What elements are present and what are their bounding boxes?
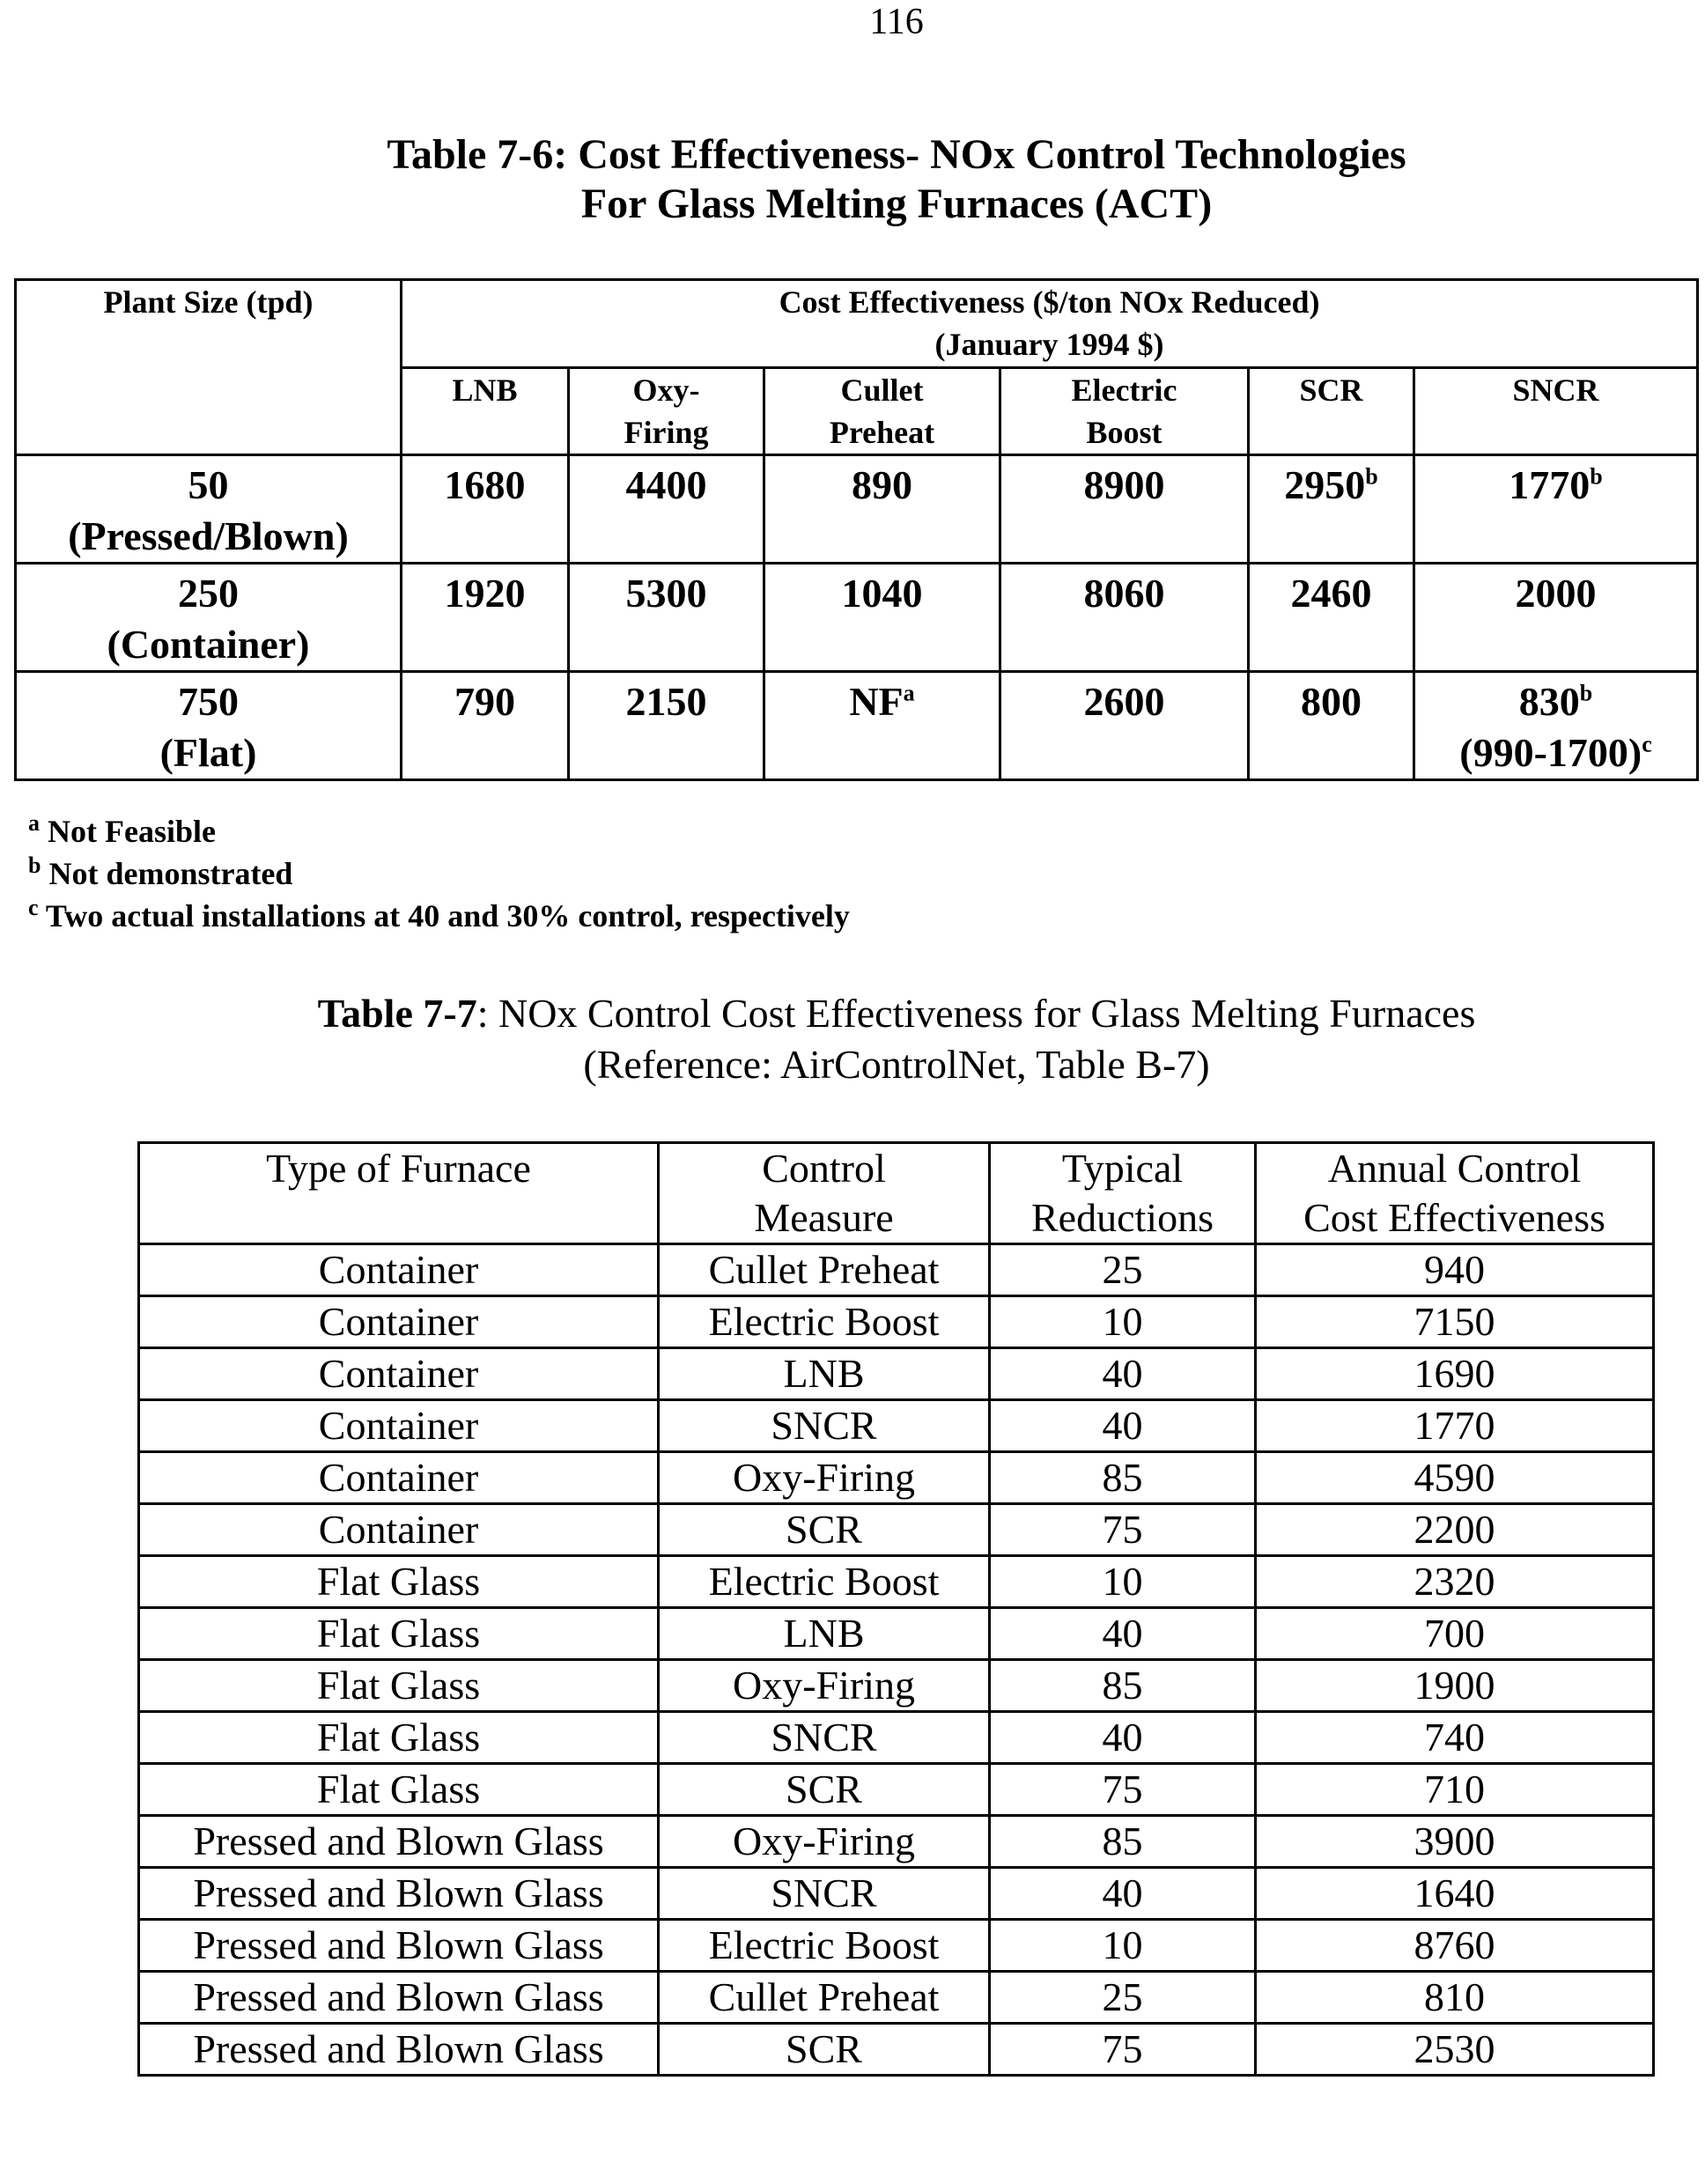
table-row [139,1920,1654,1972]
cost-effectiveness-cell: 700 [1256,1608,1654,1660]
cost-effectiveness-cell: 4590 [1256,1452,1654,1504]
header-technology [764,368,1000,455]
typical-reduction-cell: 85 [990,1660,1256,1712]
furnace-type-cell: Flat Glass [139,1660,659,1712]
table-row [139,1452,1654,1504]
cost-value: 2600 [1083,679,1165,724]
header-technology-line1: LNB [452,373,518,408]
column-header [659,1143,990,1244]
control-measure-cell: SCR [659,1764,990,1816]
typical-reduction-cell: 40 [990,1608,1256,1660]
cost-value-line [765,676,999,727]
cost-value-line [1415,676,1696,727]
header-technology-line1: SCR [1299,373,1363,408]
table-7-7-title-label: Table 7-7 [317,991,477,1036]
table-row [139,2024,1654,2076]
cost-cell [1000,455,1249,564]
cost-effectiveness-cell: 740 [1256,1712,1654,1764]
cost-value: 830 [1518,679,1580,724]
control-measure-cell: SCR [659,1504,990,1556]
table-row [139,1660,1654,1712]
cost-value-line [1415,568,1696,619]
header-technology [1414,368,1698,455]
cost-value: 1920 [444,571,526,616]
typical-reduction-cell: 40 [990,1868,1256,1920]
table-7-6-title-line2: For Glass Melting Furnaces (ACT) [580,181,1213,227]
cost-value: 800 [1301,679,1362,724]
furnace-type-cell: Container [139,1296,659,1348]
table-row [139,1296,1654,1348]
header-technology-line1: SNCR [1512,373,1599,408]
footnote-mark: c [1642,731,1652,757]
cost-effectiveness-cell: 1640 [1256,1868,1654,1920]
table-row [139,1972,1654,2024]
footnotes [28,810,850,937]
cost-effectiveness-cell: 1900 [1256,1660,1654,1712]
typical-reduction-cell: 85 [990,1816,1256,1868]
cost-value: 5300 [625,571,707,616]
plant-type-label: (Pressed/Blown) [68,513,349,558]
table-7-7-title-text: : NOx Control Cost Effectiveness for Glass Melting Furnaces [476,991,1476,1036]
cost-cell [764,564,1000,672]
furnace-type-cell: Flat Glass [139,1608,659,1660]
cost-value: 890 [852,462,912,507]
cost-value: NF [849,679,904,724]
footnote [28,852,850,895]
cost-value-line [570,460,763,511]
cost-value: 8900 [1083,462,1165,507]
cost-value-line [1001,568,1247,619]
header-technology-line2: Preheat [829,415,935,450]
header-technology [1249,368,1414,455]
cost-value-line [402,676,567,727]
footnote-mark: c [28,895,39,920]
cost-value-line [1001,676,1247,727]
control-measure-cell: Oxy-Firing [659,1816,990,1868]
typical-reduction-cell: 25 [990,1244,1256,1296]
cost-cell [402,455,569,564]
footnote-mark: b [1365,463,1378,490]
table-row [139,1244,1654,1296]
cost-cell [1000,672,1249,780]
furnace-type-cell: Container [139,1452,659,1504]
typical-reduction-cell: 40 [990,1712,1256,1764]
cost-effectiveness-cell: 710 [1256,1764,1654,1816]
furnace-type-cell: Pressed and Blown Glass [139,1920,659,1972]
cost-cell [764,672,1000,780]
cost-cell [1000,564,1249,672]
cost-value: 2460 [1290,571,1372,616]
control-measure-cell: Electric Boost [659,1296,990,1348]
table-7-7-title [0,988,1705,1090]
header-technology-line1: Cullet [840,373,924,408]
footnote-mark: b [1579,680,1593,706]
furnace-type-cell: Container [139,1348,659,1400]
plant-type-label: (Container) [107,622,310,667]
header-cost-line1: Cost Effectiveness ($/ton NOx Reduced) [779,284,1320,320]
furnace-type-cell: Container [139,1244,659,1296]
typical-reduction-cell: 10 [990,1920,1256,1972]
control-measure-cell: Electric Boost [659,1920,990,1972]
control-measure-cell: SCR [659,2024,990,2076]
cost-value-line [570,568,763,619]
page-number: 116 [869,2,924,42]
cost-cell [569,672,764,780]
cost-value-line [570,676,763,727]
table-row [139,1348,1654,1400]
header-technology [569,368,764,455]
cost-effectiveness-cell: 2200 [1256,1504,1654,1556]
footnote-mark: b [28,852,41,878]
header-technology-line2: Firing [624,415,709,450]
cost-cell [1414,672,1698,780]
control-measure-cell: Cullet Preheat [659,1972,990,2024]
furnace-type-cell: Pressed and Blown Glass [139,1816,659,1868]
control-measure-cell: Electric Boost [659,1556,990,1608]
cost-cell [402,564,569,672]
table-row [139,1764,1654,1816]
column-header-line1: Control [762,1146,886,1191]
table-7-7-title-line2: (Reference: AirControlNet, Table B-7) [583,1042,1210,1087]
column-header-line1: Annual Control [1327,1146,1582,1191]
header-technology-line2: Boost [1086,415,1162,450]
header-plant-size: Plant Size (tpd) [16,280,402,455]
cost-cell [569,564,764,672]
footnote [28,810,850,852]
cost-value-line [402,460,567,511]
cost-cell [1249,672,1414,780]
typical-reduction-cell: 10 [990,1556,1256,1608]
table-row [139,1608,1654,1660]
table-7-7-title-line1 [0,988,1705,1039]
header-technology-line1: Electric [1071,373,1177,408]
cost-effectiveness-cell: 7150 [1256,1296,1654,1348]
control-measure-cell: Cullet Preheat [659,1244,990,1296]
plant-size-value: 250 [178,571,239,616]
table-row [139,1556,1654,1608]
table-row [16,455,1698,564]
cost-value-line [1001,460,1247,511]
cost-value: 2000 [1515,571,1597,616]
cost-value: 2150 [625,679,707,724]
cost-value: 1040 [841,571,923,616]
typical-reduction-cell: 75 [990,1504,1256,1556]
header-cost-line2: (January 1994 $) [934,327,1164,362]
typical-reduction-cell: 40 [990,1348,1256,1400]
footnote-mark: b [1590,463,1603,490]
column-header [139,1143,659,1244]
cost-cell [1249,455,1414,564]
table-row [139,1712,1654,1764]
control-measure-cell: SNCR [659,1400,990,1452]
column-header-line2: Cost Effectiveness [1303,1195,1605,1240]
furnace-type-cell: Pressed and Blown Glass [139,2024,659,2076]
typical-reduction-cell: 75 [990,1764,1256,1816]
cost-effectiveness-cell: 2320 [1256,1556,1654,1608]
typical-reduction-cell: 10 [990,1296,1256,1348]
control-measure-cell: SNCR [659,1868,990,1920]
cost-value-line [765,460,999,511]
cost-value: 4400 [625,462,707,507]
control-measure-cell: Oxy-Firing [659,1660,990,1712]
cost-value-line [1250,460,1413,511]
typical-reduction-cell: 85 [990,1452,1256,1504]
table-row [139,1868,1654,1920]
table-7-7 [137,1141,1655,2077]
plant-size-cell [16,455,402,564]
furnace-type-cell: Flat Glass [139,1556,659,1608]
cost-range: (990-1700) [1459,730,1642,775]
table-7-6 [14,278,1699,781]
plant-size-value: 750 [178,679,239,724]
cost-range-line [1415,727,1696,778]
footnote [28,895,850,937]
furnace-type-cell: Pressed and Blown Glass [139,1868,659,1920]
cost-value-line [765,568,999,619]
footnote-text: Two actual installations at 40 and 30% control, respectively [45,898,850,933]
plant-size-value: 50 [188,462,229,507]
cost-value-line [1250,676,1413,727]
header-technology-line1: Oxy- [632,373,700,408]
plant-size-cell [16,672,402,780]
cost-cell [764,455,1000,564]
cost-cell [402,672,569,780]
plant-type-label: (Flat) [159,730,257,775]
cost-effectiveness-cell: 940 [1256,1244,1654,1296]
furnace-type-cell: Container [139,1400,659,1452]
furnace-type-cell: Flat Glass [139,1712,659,1764]
cost-value: 2950 [1284,462,1366,507]
table-row [16,672,1698,780]
cost-value: 8060 [1083,571,1165,616]
cost-value-line [1415,460,1696,511]
column-header [990,1143,1256,1244]
table-row [139,1504,1654,1556]
column-header-line1: Type of Furnace [266,1146,531,1191]
cost-cell [1414,564,1698,672]
table-7-6-title [0,130,1705,229]
furnace-type-cell: Container [139,1504,659,1556]
table-7-7-header-row [139,1143,1654,1244]
table-7-6-title-line1: Table 7-6: Cost Effectiveness- NOx Control Technologies [387,131,1406,178]
control-measure-cell: LNB [659,1348,990,1400]
furnace-type-cell: Pressed and Blown Glass [139,1972,659,2024]
cost-effectiveness-cell: 1770 [1256,1400,1654,1452]
typical-reduction-cell: 25 [990,1972,1256,2024]
footnote-mark: a [903,680,915,706]
cost-value: 1770 [1509,462,1591,507]
cost-value: 790 [454,679,515,724]
header-cost-effectiveness [402,280,1698,368]
cost-effectiveness-cell: 810 [1256,1972,1654,2024]
cost-effectiveness-cell: 2530 [1256,2024,1654,2076]
cost-value-line [402,568,567,619]
column-header [1256,1143,1654,1244]
table-row [139,1816,1654,1868]
header-technology [402,368,569,455]
plant-size-cell [16,564,402,672]
cost-cell [1249,564,1414,672]
cost-effectiveness-cell: 1690 [1256,1348,1654,1400]
cost-value: 1680 [444,462,526,507]
column-header-line1: Typical [1061,1146,1184,1191]
header-technology [1000,368,1249,455]
cost-cell [569,455,764,564]
cost-effectiveness-cell: 8760 [1256,1920,1654,1972]
column-header-line2: Reductions [1031,1195,1214,1240]
typical-reduction-cell: 40 [990,1400,1256,1452]
footnote-mark: a [28,810,40,836]
footnote-text: Not demonstrated [48,856,293,891]
control-measure-cell: LNB [659,1608,990,1660]
control-measure-cell: Oxy-Firing [659,1452,990,1504]
cost-cell [1414,455,1698,564]
cost-value-line [1250,568,1413,619]
cost-effectiveness-cell: 3900 [1256,1816,1654,1868]
furnace-type-cell: Flat Glass [139,1764,659,1816]
column-header-line2: Measure [754,1195,894,1240]
table-row [139,1400,1654,1452]
table-row [16,564,1698,672]
footnote-text: Not Feasible [48,814,216,849]
control-measure-cell: SNCR [659,1712,990,1764]
typical-reduction-cell: 75 [990,2024,1256,2076]
